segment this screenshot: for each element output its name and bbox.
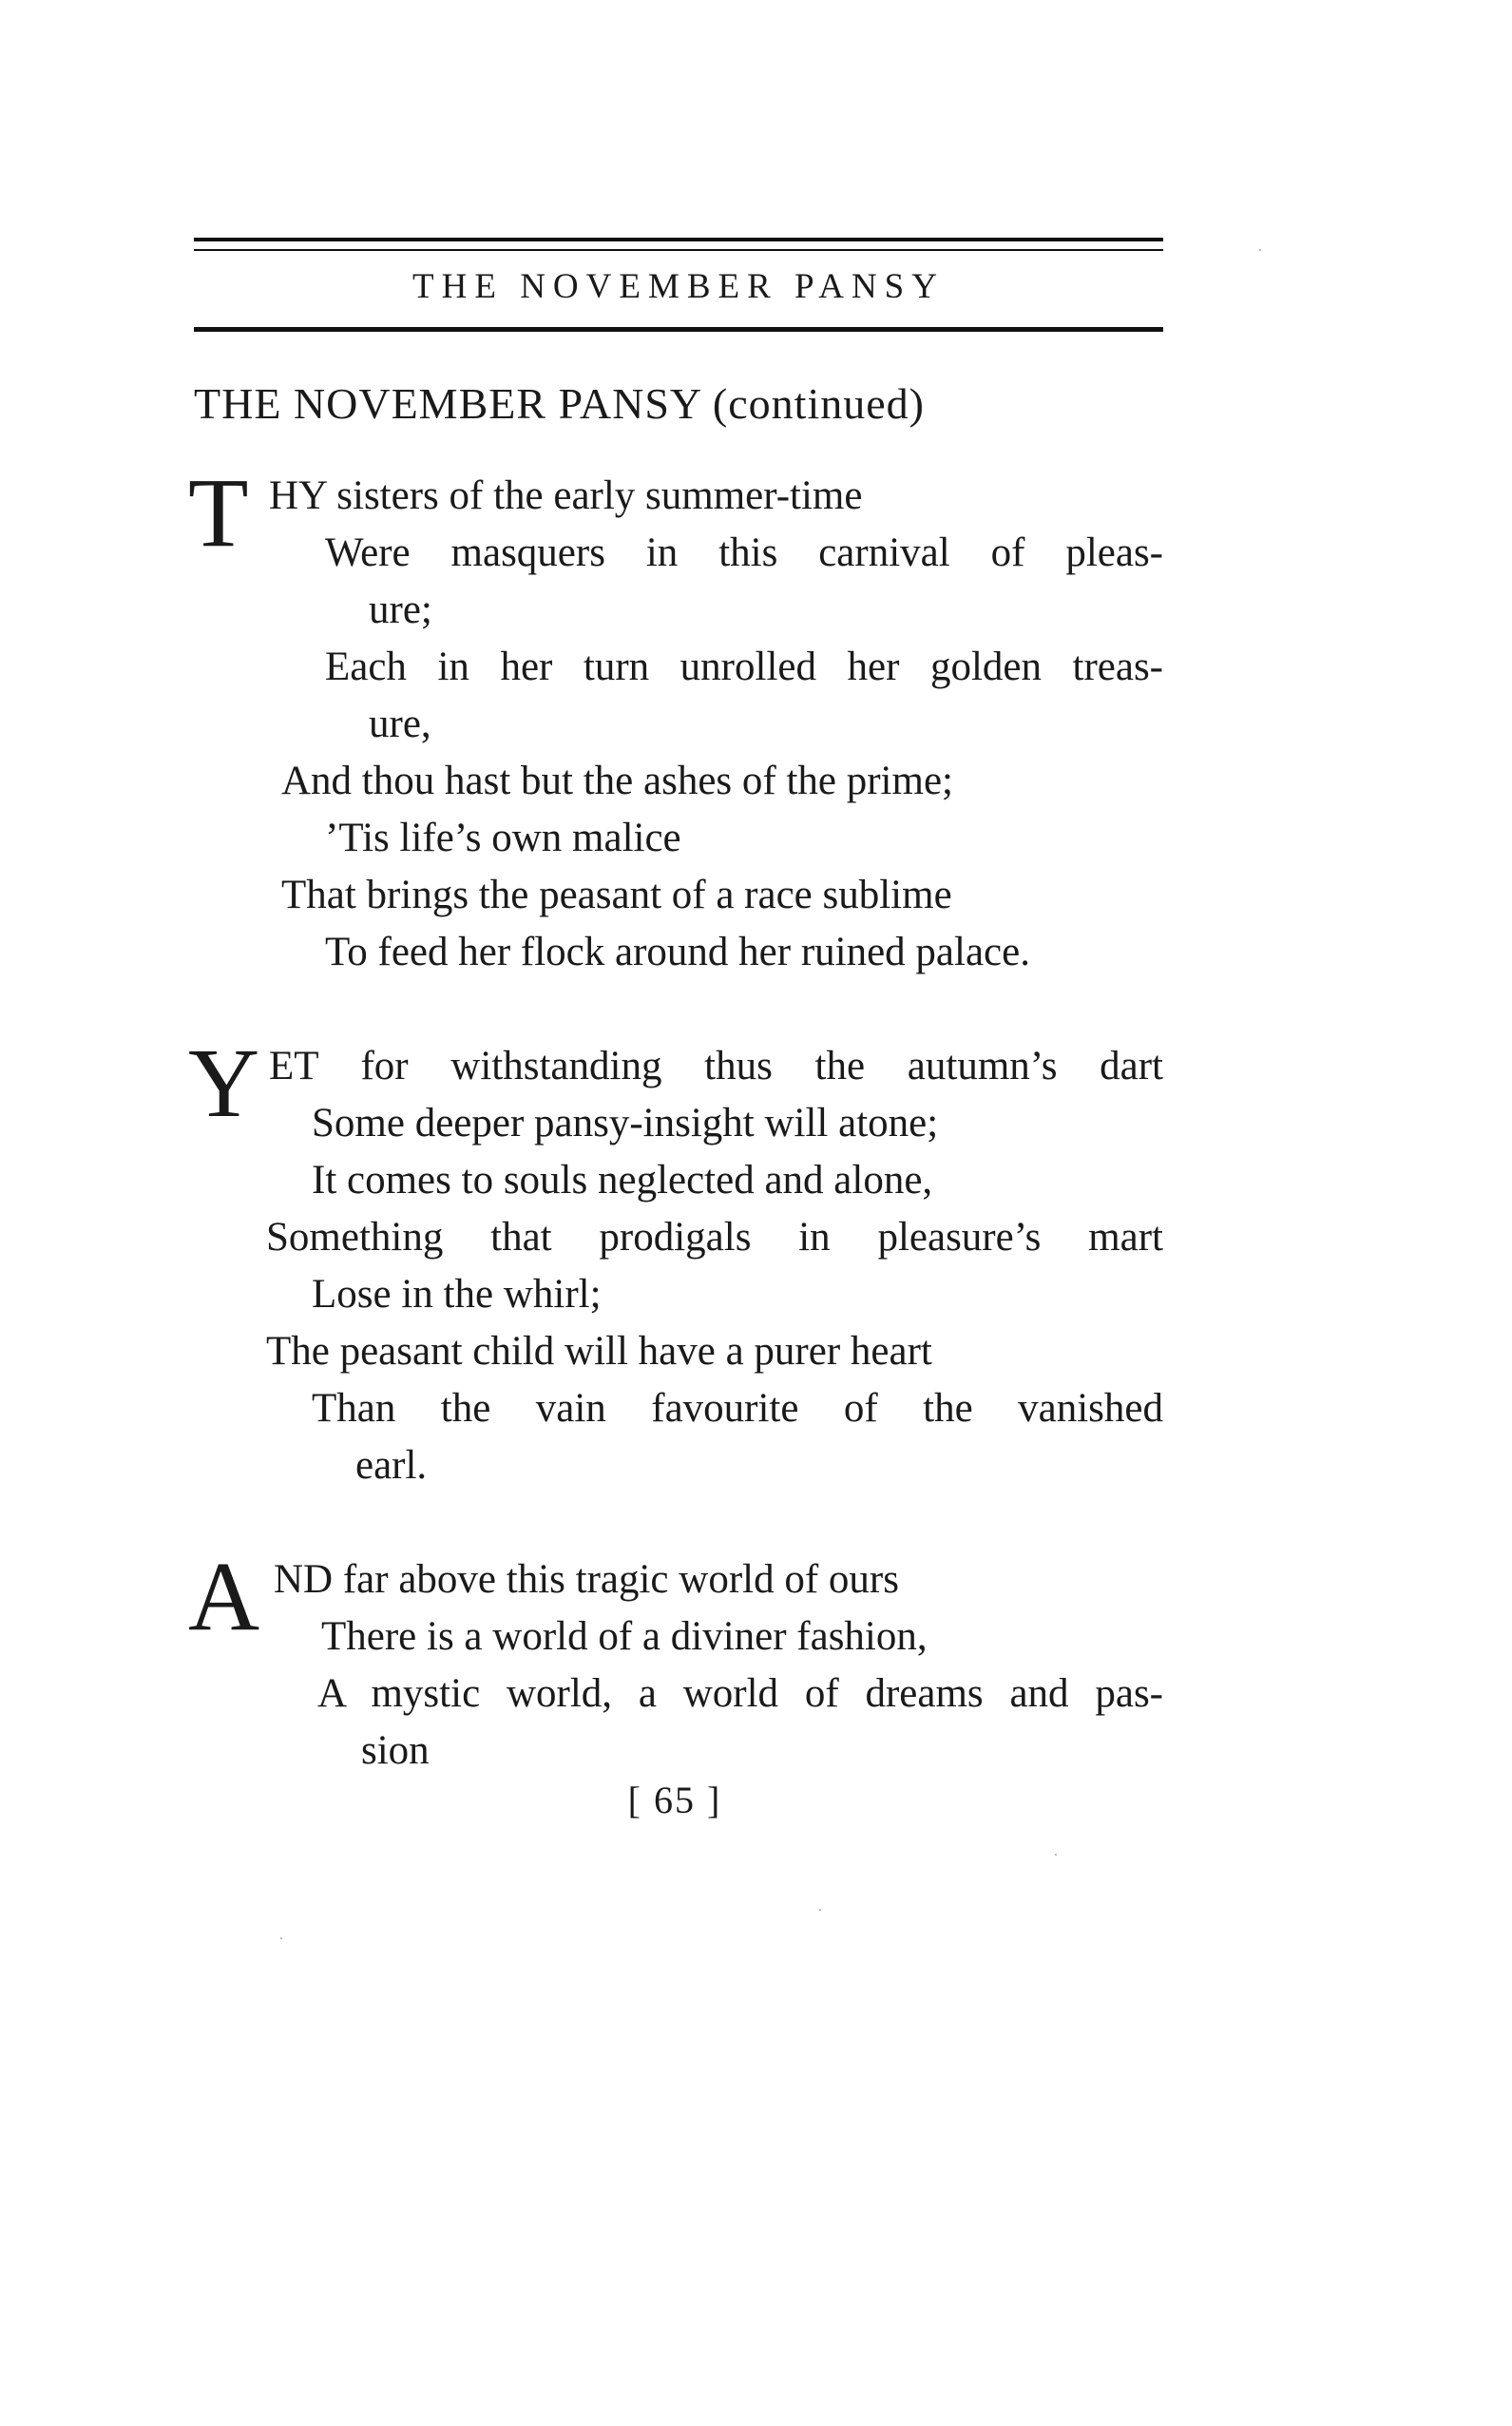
verse-line: ND far above this tragic world of ours xyxy=(274,1557,899,1602)
drop-cap: Y xyxy=(188,1029,260,1138)
verse-line: sion xyxy=(361,1728,430,1773)
scan-speck xyxy=(1259,249,1261,251)
scan-speck xyxy=(280,1937,282,1939)
verse-line: Were masquers in this carnival of pleas- xyxy=(325,530,1163,575)
verse-line: earl. xyxy=(355,1443,428,1488)
verse-line: Some deeper pansy-insight will atone; xyxy=(312,1101,939,1146)
scan-speck xyxy=(1055,1854,1057,1856)
verse-line: Lose in the whirl; xyxy=(312,1272,602,1317)
verse-line: And thou hast but the ashes of the prime; xyxy=(281,759,953,803)
section-title: THE NOVEMBER PANSY (continued) xyxy=(194,379,925,428)
verse-line: HY sisters of the early summer-time xyxy=(269,473,863,518)
verse-line: Something that prodigals in pleasure’s mart xyxy=(266,1215,1163,1260)
header-rule-top-thin xyxy=(194,249,1163,251)
verse-line: There is a world of a diviner fashion, xyxy=(321,1614,928,1659)
verse-line: ure; xyxy=(369,587,432,632)
drop-cap: T xyxy=(188,458,249,568)
scan-speck xyxy=(819,1909,821,1911)
verse-line: Than the vain favourite of the vanished xyxy=(312,1386,1163,1431)
page-number: [ 65 ] xyxy=(627,1779,722,1821)
verse-line: To feed her flock around her ruined palace. xyxy=(325,930,1030,974)
header-rule-bottom xyxy=(194,327,1163,332)
verse-line: Each in her turn unrolled her golden treas- xyxy=(325,645,1163,689)
running-head: THE NOVEMBER PANSY xyxy=(412,267,945,306)
verse-line: ET for withstanding thus the autumn’s dart xyxy=(269,1044,1163,1088)
verse-line: ’Tis life’s own malice xyxy=(325,816,681,860)
verse-line: It comes to souls neglected and alone, xyxy=(312,1158,933,1203)
drop-cap: A xyxy=(188,1542,260,1651)
verse-line: A mystic world, a world of dreams and pas- xyxy=(317,1671,1163,1716)
header-rule-top xyxy=(194,238,1163,241)
verse-line: The peasant child will have a purer heart xyxy=(266,1329,932,1374)
verse-line: ure, xyxy=(369,702,431,746)
verse-line: That brings the peasant of a race sublime xyxy=(281,873,952,917)
